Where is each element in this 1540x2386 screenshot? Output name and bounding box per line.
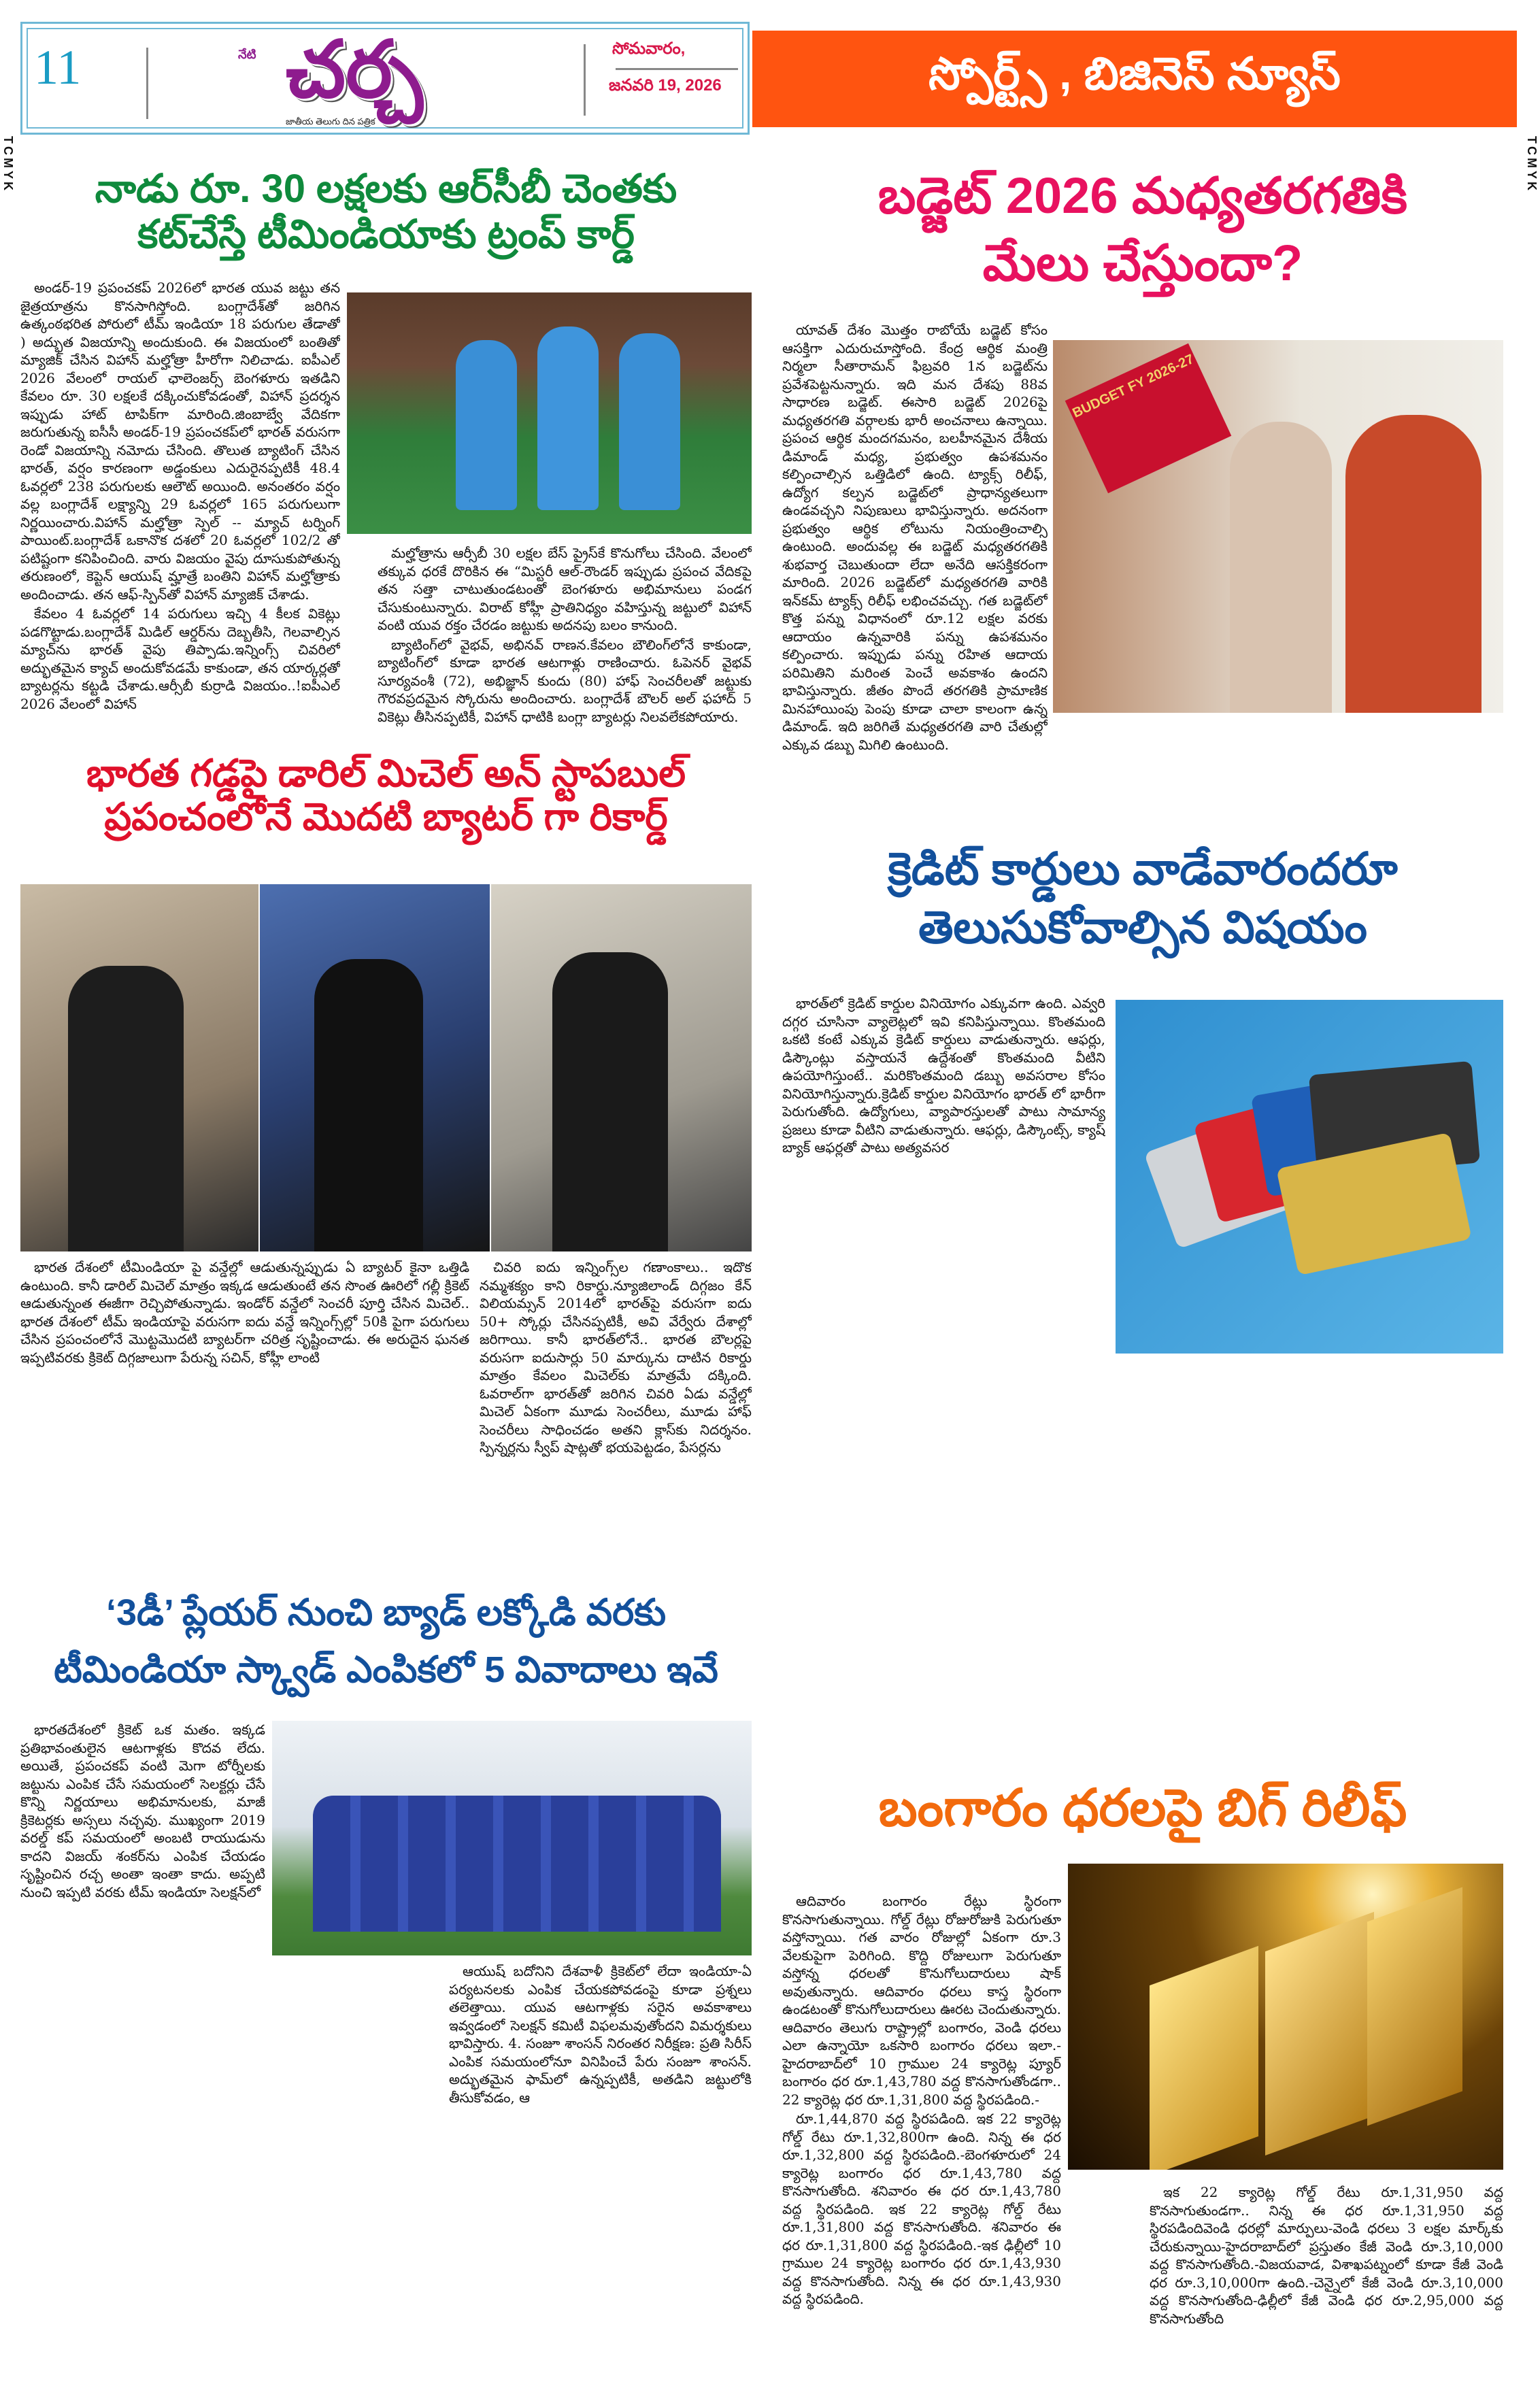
headline-line: ప్రపంచంలోనే మొదటి బ్యాటర్ గా రికార్డ్: [104, 795, 668, 839]
article-gold-col1: [782, 1892, 1061, 2328]
issue-day: సోమవారం,: [612, 39, 686, 58]
paragraph: ఆయుష్ బదోనిని దేశవాళీ క్రికెట్‌లో లేదా ఇండియా-ఏ పర్యటనలకు ఎంపిక చేయకపోవడంపై కూడా ప్రశ్నలు తలెత్తాయి. యువ ఆటగాళ్లకు సరైన అవకాశాలు ఇవ్వడంలో సెలక్షన్ కమిటీ విఫలమవుతోందని విమర్శకులు భావిస్తారు. 4. సంజూ శాంసన్ నిరంతర నిరీక్షణ: ప్రతి సిరీస్ ఎంపిక సమయంలోనూ వినిపించే పేరు సంజూ శాంసన్. అద్భుతమైన ఫామ్‌లో ఉన్నప్పటికీ, అతడిని జట్టులోకి తీసుకోవడం, ఆ: [449, 1963, 752, 2106]
photo-mitchell-3: [491, 884, 752, 1251]
headline-line: నాడు రూ. 30 లక్షలకు ఆర్‌సీబీ చెంతకు: [95, 167, 677, 211]
headline-budget: [769, 167, 1517, 292]
headline-line: కట్‌చేస్తే టీమిండియాకు ట్రంప్ కార్డ్: [137, 212, 635, 256]
article-credit-col1: [782, 994, 1105, 1760]
photo-credit-cards: [1116, 1000, 1503, 1354]
headline-line: మేలు చేస్తుందా?: [982, 235, 1303, 292]
photo-finance-minister-budget: [1053, 340, 1503, 713]
section-banner: స్పోర్ట్స్ , బిజినెస్ న్యూస్: [752, 31, 1517, 127]
logo-prefix: నేటి: [238, 48, 256, 61]
budget-briefcase: BUDGET FY 2026-27: [1065, 343, 1232, 493]
divider: [616, 68, 738, 70]
article-u19-col2: [378, 544, 752, 745]
headline-u19: [20, 167, 752, 257]
logo-tagline: జాతీయ తెలుగు దిన పత్రిక: [286, 116, 375, 127]
paragraph: కేవలం 4 ఓవర్లలో 14 పరుగులు ఇచ్చి 4 కీలక వికెట్లు పడగొట్టాడు.బంగ్లాదేశ్ మిడిల్ ఆర్డర్‌ను దెబ్బతీసి, గెలవాల్సిన మ్యాచ్‌ను భారత్ వైపు తిప్పాడు.ఇన్నింగ్స్ చివరిలో అద్భుతమైన క్యాచ్ అందుకోవడమే కాకుండా, తన యార్కర్లతో బ్యాటర్లను కట్టడి చేశాడు.ఆర్సీబీ కుర్రాడి విజయం..!ఐపీఎల్ 2026 వేలంలో విహాన్: [20, 605, 340, 712]
headline-line: టీమిండియా స్క్వాడ్ ఎంపికలో 5 వివాదాలు ఇవే: [54, 1649, 718, 1691]
paragraph: బ్యాటింగ్‌లో వైభవ్, అభినవ్ రాణన.కేవలం బౌలింగ్‌లోనే కాకుండా, బ్యాటింగ్‌లో కూడా భారత ఆటగాళ్లు రాణించారు. ఓపెనర్ వైభవ్ సూర్యవంశీ (72), అభిజ్ఞాన్ కుందు (80) హాఫ్ సెంచరీలతో జట్టుకు గౌరవప్రదమైన స్కోరును అందించారు. బంగ్లాదేశ్ బౌలర్ అల్ ఫహాద్ 5 వికెట్లు తీసినప్పటికీ, విహాన్ ధాటికి బంగ్లా బ్యాటర్లు నిలవలేకపోయారు.: [378, 636, 752, 725]
paragraph: భారతదేశంలో క్రికెట్ ఒక మతం. ఇక్కడ ప్రతిభావంతులైన ఆటగాళ్లకు కొదవ లేదు. అయితే, ప్రపంచకప్ వంటి మెగా టోర్నీలకు జట్టును ఎంపిక చేసే సమయంలో సెలక్టర్లు చేసే కొన్ని నిర్ణయాలు అభిమానులకు, మాజీ క్రికెటర్లకు అస్సలు నచ్చవు. ముఖ్యంగా 2019 వరల్డ్ కప్ సమయంలో అంబటి రాయుడును కాదని విజయ్ శంకర్‌ను ఎంపిక చేయడం సృష్టించిన రచ్చ అంతా ఇంతా కాదు. అప్పటి నుంచి ఇప్పటి వరకు టీమ్ ఇండియా సెలక్షన్‌లో: [20, 1721, 265, 1900]
article-squad-col2: [449, 1962, 752, 2330]
paragraph: మల్హోత్రాను ఆర్సీబీ 30 లక్షల బేస్ ప్రైస్‌కే కొనుగోలు చేసింది. వేలంలో తక్కువ ధరకే దొరికిన ఈ “మిస్టరీ ఆల్-రౌండర్ ఇప్పుడు ప్రపంచ వేదికపై తన సత్తా చాటుతుండటంతో బెంగళూరు అభిమానులు పండగ చేసుకుంటున్నారు. విరాట్ కోహ్లీ ప్రాతినిధ్యం వహిస్తున్న జట్టులో విహాన్ వంటి యువ రక్తం చేరడం జట్టుకు అదనపు బలం కానుంది.: [378, 545, 752, 633]
issue-date: జనవరి 19, 2026: [609, 76, 722, 95]
photo-gold-bars: [1068, 1864, 1503, 2170]
headline-credit-cards: [769, 843, 1517, 954]
paragraph: భారత్‌లో క్రెడిట్ కార్డుల వినియోగం ఎక్కువగా ఉంది. ఎవ్వరి దగ్గర చూసినా వ్యాలెట్లలో ఇవి కనిపిస్తున్నాయి. కొంతమంది ఒకటి కంటే ఎక్కువ క్రెడిట్ కార్డులు వాడుతున్నారు. ఆఫర్లు, డిస్కౌంట్లు వస్తాయనే ఉద్దేశంతో కొంతమంది వీటిని ఉపయోగిస్తుంటే.. మరికొంతమంది డబ్బు అవసరాల కోసం వినియోగిస్తున్నారు.క్రెడిట్ కార్డుల వినియోగం భారత్ లో భారీగా పెరుగుతోంది. ఉద్యోగులు, వ్యాపారస్తులతో పాటు సామాన్య ప్రజలు కూడా వీటిని వాడుతున్నారు. ఆఫర్లు, డిస్కౌంట్స్, క్యాష్ బ్యాక్ ఆఫర్లతో పాటు అత్యవసర: [782, 995, 1105, 1156]
photo-mitchell-2: [260, 884, 490, 1251]
paragraph: భారత దేశంలో టీమిండియా పై వన్డేల్లో ఆడుతున్నప్పుడు ఏ బ్యాటర్ కైనా ఒత్తిడి ఉంటుంది. కానీ డారిల్ మిచెల్ మాత్రం ఇక్కడ ఆడుతుంటే తన సొంత ఊరిలో గల్లీ క్రికెట్ ఆడుతున్నంత ఈజీగా రెచ్చిపోతున్నాడు. ఇండోర్ వన్డేలో సెంచరీ పూర్తి చేసిన మిచెల్.. భారత దేశంలో టీమ్ ఇండియాపై వరుసగా ఐదు వన్డే ఇన్నింగ్స్‌ల్లో 50కి పైగా పరుగులు చేసిన ప్రపంచంలోనే మొట్టమొదటి బ్యాటర్‌గా చరిత్ర సృష్టించాడు. ఈ అరుదైన ఘనత ఇప్పటివరకు క్రికెట్ దిగ్గజాలుగా పేరున్న సచిన్, కోహ్లీ లాంటి: [20, 1259, 469, 1366]
article-mitchell-col1: [20, 1258, 469, 1578]
photo-team-india-squad: [272, 1721, 752, 1955]
divider: [584, 44, 586, 116]
headline-squad: [20, 1592, 752, 1691]
article-squad-col1: [20, 1721, 265, 2326]
paragraph: ఇక 22 క్యారెట్ల గోల్డ్ రేటు రూ.1,31,950 వద్ద కొనసాగుతుండగా.. నిన్న ఈ ధర రూ.1,31,950 వద్ద స్థిరపడిందివెండి ధరల్లో మార్పులు-వెండి ధరలు 3 లక్షల మార్క్‌కు చేరుకున్నాయి-హైదరాబాద్‌లో ప్రస్తుతం కేజీ వెండి రూ.3,10,000 వద్ద కొనసాగుతోంది.-విజయవాడ, విశాఖపట్నంలో కూడా కేజీ వెండి ధర రూ.3,10,000గా ఉంది.-చెన్నైలో కేజీ వెండి రూ.3,10,000 వద్ద కొనసాగుతోంది-ఢిల్లీలో కేజీ వెండి ధర రూ.2,95,000 వద్ద కొనసాగుతోంది: [1150, 2184, 1503, 2327]
divider: [146, 48, 148, 119]
photo-u19-players: [347, 292, 752, 534]
headline-line: బడ్జెట్ 2026 మధ్యతరగతికి: [877, 167, 1408, 224]
article-mitchell-col2: [480, 1258, 752, 1578]
headline-line: భారత గడ్డపై డారిల్ మిచెల్ అన్ స్టాపబుల్: [86, 752, 686, 794]
headline-gold: బంగారం ధరలపై బిగ్ రిలీఫ్: [878, 1779, 1407, 1837]
photo-mitchell-1: [20, 884, 258, 1251]
headline-line: క్రెడిట్ కార్డులు వాడేవారందరూ: [888, 843, 1398, 894]
headline-line: తెలుసుకోవాల్సిన విషయం: [918, 901, 1367, 952]
article-u19-col1: [20, 279, 340, 745]
registration-mark-left: TCMYK: [1, 136, 15, 193]
paragraph: అండర్-19 ప్రపంచకప్ 2026లో భారత యువ జట్టు తన జైత్రయాత్రను కొనసాగిస్తోంది. బంగ్లాదేశ్‌తో జరిగిన ఉత్కంఠభరిత పోరులో టీమ్ ఇండియా 18 పరుగుల తేడాతో ) అద్భుత విజయాన్ని అందుకుంది. ఈ విజయంలో బంతితో మ్యాజిక్ చేసిన విహాన్ మల్హోత్రా హీరోగా నిలిచాడు. ఐపీఎల్ 2026 వేలంలో రాయల్ ఛాలెంజర్స్ బెంగళూరు ఇతడిని కేవలం రూ. 30 లక్షలకే దక్కించుకోవడంతో, విహాన్ ప్రదర్శన ఇప్పుడు హాట్ టాపిక్‌గా మారింది.జింబాబ్వే వేదికగా జరుగుతున్న ఐసీసీ అండర్-19 ప్రపంచకప్‌లో భారత్ వరుసగా రెండో విజయాన్ని నమోదు చేసింది. తొలుత బ్యాటింగ్ చేసిన భారత్, వర్షం కారణంగా అడ్డంకులు ఎదురైనప్పటికీ 48.4 ఓవర్లలో 238 పరుగులకు ఆలౌట్ అయింది. అనంతరం వర్షం వల్ల బంగ్లాదేశ్ లక్ష్యాన్ని 29 ఓవర్లలో 165 పరుగులుగా నిర్ణయించారు.విహాన్ మల్హోత్రా స్పెల్ -- మ్యాచ్ టర్నింగ్ పాయింట్.బంగ్లాదేశ్ ఒకానొక దశలో 20 ఓవర్లలో 102/2 తో పటిష్టంగా కనిపించింది. వారు విజయం వైపు దూసుకుపోతున్న తరుణంలో, కెప్టెన్ ఆయుష్ మ్హాత్రే బంతిని విహాన్ మల్హోత్రాకు అందించాడు. తన ఆఫ్-స్పిన్‌తో విహాన్ మ్యాజిక్ చేశాడు.: [20, 280, 340, 603]
article-budget-col1: [782, 321, 1048, 818]
article-gold-col2: [1150, 2183, 1503, 2330]
paragraph: రూ.1,44,870 వద్ద స్థిరపడింది. ఇక 22 క్యారెట్ల గోల్డ్ రేటు రూ.1,32,800గా ఉంది. నిన్న ఈ ధర రూ.1,32,800 వద్ద స్థిరపడింది.-బెంగళూరులో 24 క్యారెట్ల బంగారం ధర రూ.1,43,780 వద్ద కొనసాగుతోంది. శనివారం ఈ ధర రూ.1,43,780 వద్ద స్థిరపడింది. ఇక 22 క్యారెట్ల గోల్డ్ రేటు రూ.1,31,800 వద్ద కొనసాగుతోంది. శనివారం ఈ ధర రూ.1,31,800 వద్ద స్థిరపడింది.-ఇక ఢిల్లీలో 10 గ్రాముల 24 క్యారెట్ల బంగారం ధర రూ.1,43,930 వద్ద కొనసాగుతోంది. నిన్న ఈ ధర రూ.1,43,930 వద్ద స్థిరపడింది.: [782, 2111, 1061, 2307]
paragraph: యావత్ దేశం మొత్తం రాబోయే బడ్జెట్ కోసం ఆసక్తిగా ఎదురుచూస్తోంది. కేంద్ర ఆర్థిక మంత్రి నిర్మలా సీతారామన్ ఫిబ్రవరి 1న బడ్జెట్‌ను ప్రవేశపెట్టనున్నారు. ఇది మన దేశపు 88వ సాధారణ బడ్జెట్. ఈసారి బడ్జెట్ 2026పై మధ్యతరగతి వర్గాలకు భారీ అంచనాలు ఉన్నాయి. ప్రపంచ ఆర్థిక మందగమనం, బలహీనమైన దేశీయ డిమాండ్ మధ్య, ప్రభుత్వం ఉపశమనం కల్పించాల్సిన ఒత్తిడిలో ఉంది. ట్యాక్స్ రిలీఫ్, ఉద్యోగ కల్పన బడ్జెట్‌లో ప్రాధాన్యతలుగా ఉండవచ్చని నిపుణులు భావిస్తున్నారు. అదనంగా ప్రభుత్వం ఆర్థిక లోటును నియంత్రించాల్సి ఉంటుంది. అందువల్ల ఈ బడ్జెట్ మధ్యతరగతికి శుభవార్త చెబుతుందా లేదా అనేది ఆసక్తికరంగా మారింది. 2026 బడ్జెట్‌లో మధ్యతరగతి వారికి ఇన్‌కమ్ ట్యాక్స్ రిలీఫ్ లభించవచ్చు. గత బడ్జెట్‌లో కొత్త పన్ను విధానంలో రూ.12 లక్షల వరకు ఆదాయం ఉన్నవారికి పన్ను ఉపశమనం కల్పించారు. ఇప్పుడు పన్ను రహిత ఆదాయ పరిమితిని మరింత పెంచే అవకాశం ఉందని భావిస్తున్నారు. జీతం పొందే తరగతికి ప్రామాణిక మినహాయింపు పెంపు కూడా చాలా కాలంగా ఉన్న డిమాండ్. ఇది జరిగితే మధ్యతరగతి వారి చేతుల్లో ఎక్కువ డబ్బు మిగిలి ఉంటుంది.: [782, 322, 1048, 753]
headline-mitchell: [20, 752, 752, 839]
paragraph: ఆదివారం బంగారం రేట్లు స్థిరంగా కొనసాగుతున్నాయి. గోల్డ్ రేట్లు రోజురోజుకి పెరుగుతూ వస్తోన్నాయి. గత వారం రోజుల్లో ఏకంగా రూ.3 వేలకుపైగా పెరిగింది. కొద్ది రోజులుగా పెరుగుతూ వస్తోన్న ధరలతో కొనుగోలుదారులు షాక్ అవుతున్నారు. ఆదివారం ధరలు కాస్త స్థిరంగా ఉండటంతో కొనుగోలుదారులు ఊరట చెందుతున్నారు. ఆదివారం తెలుగు రాష్ట్రాల్లో బంగారం, వెండి ధరలు ఎలా ఉన్నాయో ఒకసారి బంగారం ధరలు ఇలా.-హైదరాబాద్‌లో 10 గ్రాముల 24 క్యారెట్ల ప్యూర్ బంగారం ధర రూ.1,43,780 వద్ద కొనసాగుతోండగా.. 22 క్యారెట్ల ధర రూ.1,31,800 వద్ద స్థిరపడింది.-: [782, 1893, 1061, 2108]
newspaper-logo: చర్చ: [286, 25, 423, 114]
registration-mark-right: TCMYK: [1525, 136, 1539, 193]
paragraph: చివరి ఐదు ఇన్నింగ్స్‌ల గణాంకాలు.. ఇదొక నమ్మశక్యం కాని రికార్డు.న్యూజిలాండ్ దిగ్గజం కేన్ విలియమ్సన్ 2014లో భారత్‌పై వరుసగా ఐదు 50+ స్కోర్లు చేసినప్పటికీ, అవి వేర్వేరు దేశాల్లో జరిగాయి. కానీ భారత్‌లోనే.. భారత బౌలర్లపై వరుసగా ఐదుసార్లు 50 మార్కును దాటిన రికార్డు మాత్రం కేవలం మిచెల్‌కు మాత్రమే దక్కింది. ఓవరాల్‌గా భారత్‌తో జరిగిన చివరి ఏడు వన్డేల్లో మిచెల్ ఏకంగా మూడు సెంచరీలు, మూడు హాఫ్ సెంచరీలు సాధించడం అతని క్లాస్‌కు నిదర్శనం. స్పిన్నర్లను స్వీప్ షాట్లతో భయపెట్టడం, పేసర్లను: [480, 1259, 752, 1456]
page-number: 11: [34, 40, 82, 95]
headline-line: ‘3డీ’ ప్లేయర్ నుంచి బ్యాడ్ లక్కోడి వరకు: [105, 1592, 667, 1633]
